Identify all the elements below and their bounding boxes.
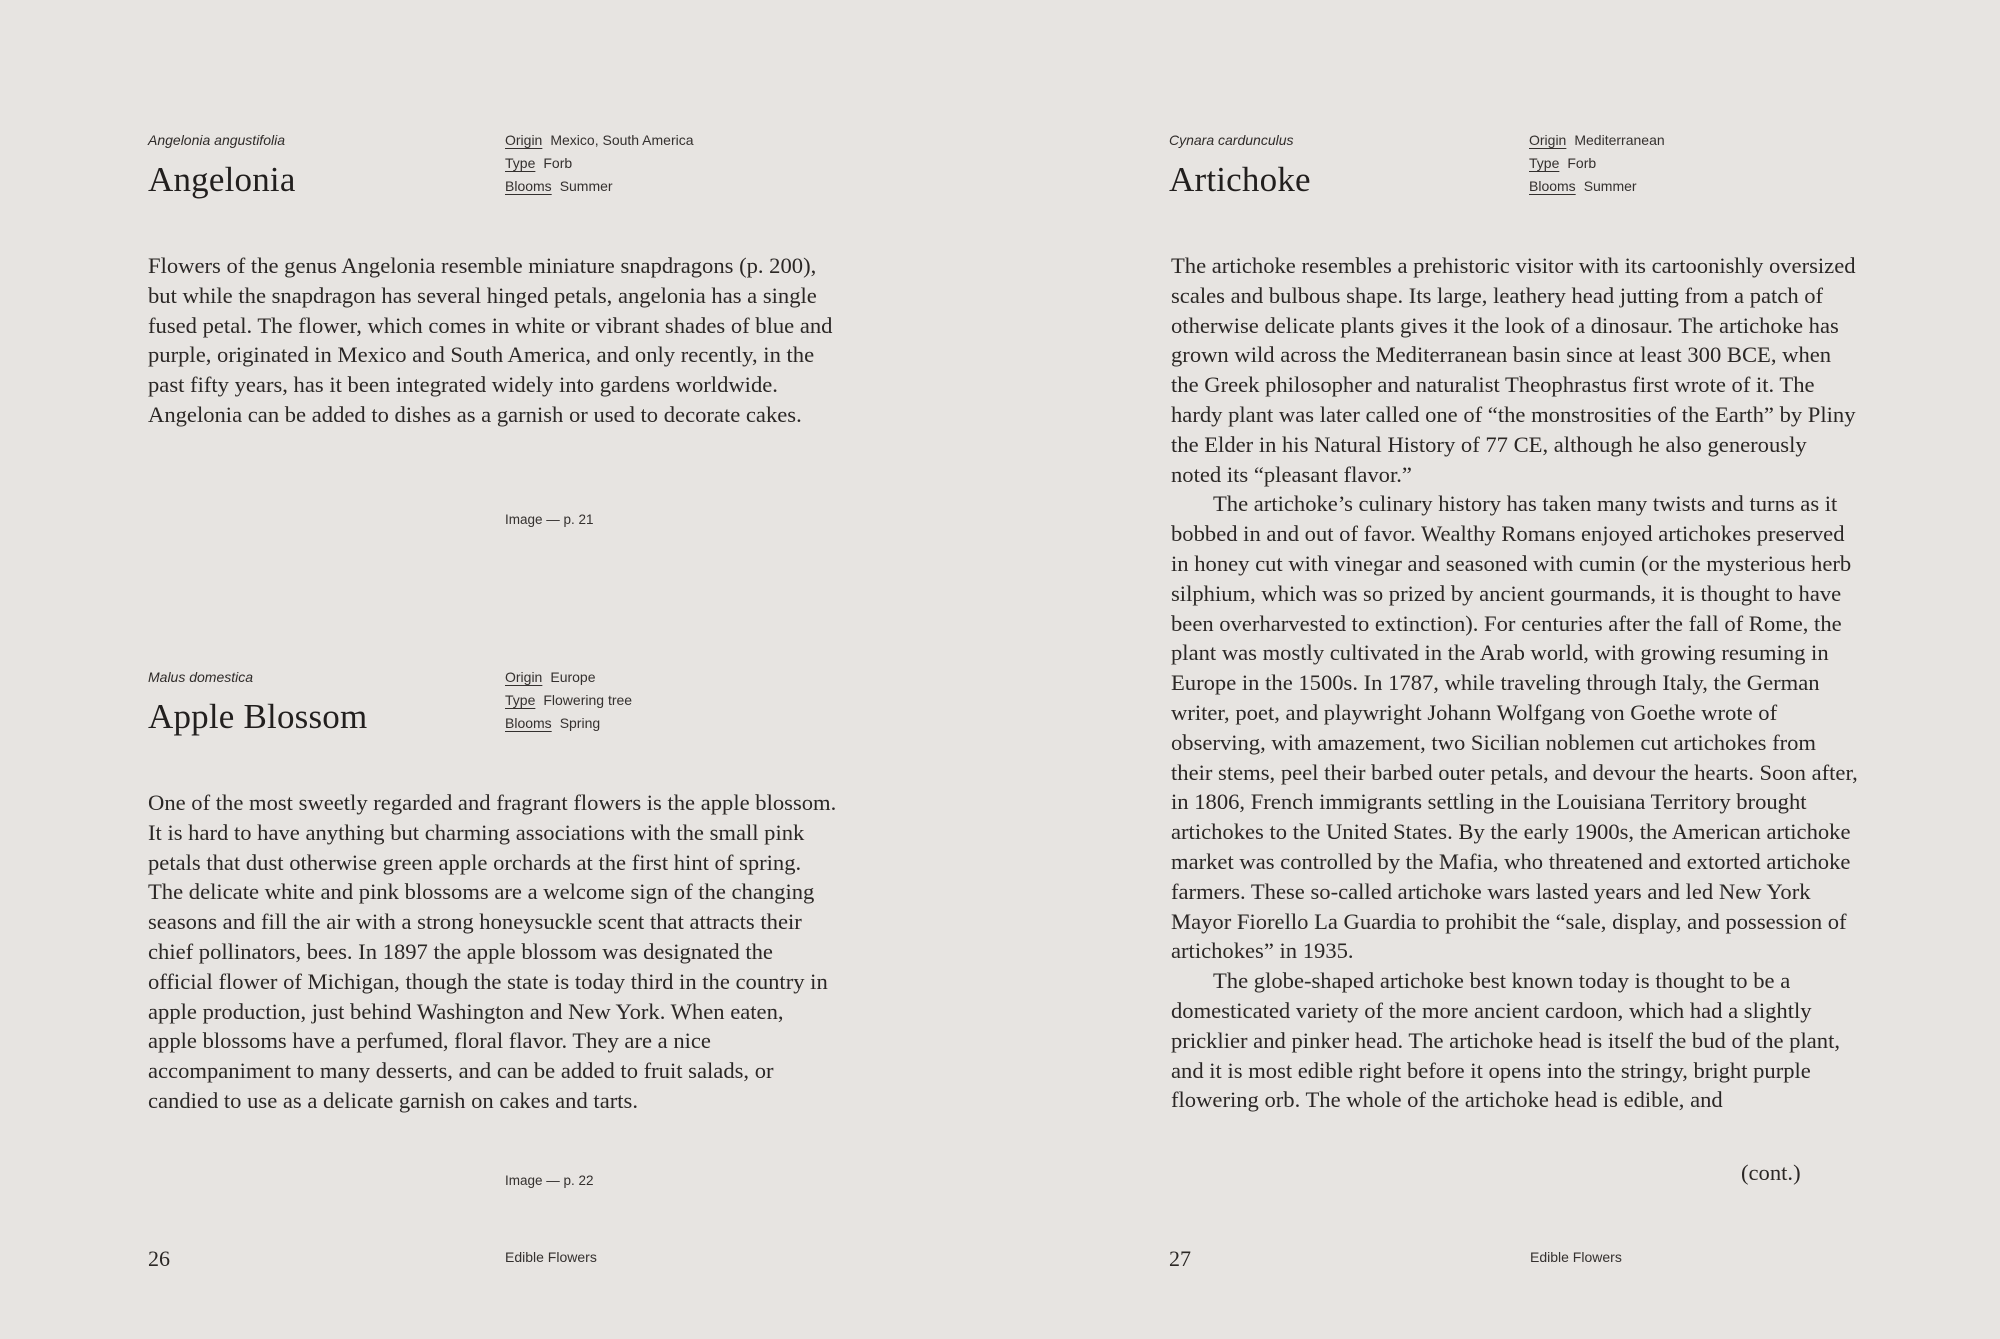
meta-row-type [505,689,632,712]
entry-meta [1529,129,1665,198]
meta-key: Blooms [505,178,552,194]
entry-meta [505,129,694,198]
entry-body [148,788,838,1116]
meta-key: Blooms [1529,178,1576,194]
meta-row-blooms [505,175,694,198]
entry-body [148,251,838,430]
meta-row-type [1529,152,1665,175]
entry-body [1171,251,1861,1115]
body-paragraph: Flowers of the genus Angelonia resemble miniature snapdragons (p. 200), but while the snapdragon has several hinged petals, angelonia has a single fused petal. The flower, which comes in white or vibrant shades of blue and purple, originated in Mexico and South America, and only recently, in the past fifty years, has it been integrated widely into gardens worldwide. Angelonia can be added to dishes as a garnish or used to decorate cakes. [148,253,833,427]
image-reference: Image — p. 22 [505,1173,594,1188]
running-footer: Edible Flowers [1530,1249,1622,1265]
meta-row-origin [505,666,632,689]
right-page [1000,0,2000,1339]
meta-value: Forb [1567,155,1597,171]
meta-key: Origin [505,132,543,148]
meta-row-origin [1529,129,1665,152]
meta-row-origin [505,129,694,152]
entry-title: Artichoke [1169,160,1311,199]
page-number: 26 [148,1246,170,1271]
meta-value: Mexico, South America [550,132,694,148]
entry-title: Angelonia [148,160,296,199]
page-number: 27 [1169,1246,1191,1271]
running-footer: Edible Flowers [505,1249,597,1265]
entry-title: Apple Blossom [148,697,368,736]
meta-key: Type [1529,155,1560,171]
body-paragraph: One of the most sweetly regarded and fragrant flowers is the apple blossom. It is hard to have anything but charming associations with the small pink petals that dust otherwise green apple orchards at the first hint of spring. The delicate white and pink blossoms are a welcome sign of the changing seasons and fill the air with a strong honeysuckle scent that attracts their chief pollinators, bees. In 1897 the apple blossom was designated the official flower of Michigan, though the state is today third in the country in apple production, just behind Washington and New York. When eaten, apple blossoms have a perfumed, floral flavor. They are a nice accompaniment to many desserts, and can be added to fruit salads, or candied to use as a delicate garnish on cakes and tarts. [148,790,837,1113]
meta-value: Mediterranean [1574,132,1665,148]
body-paragraph: The artichoke’s culinary history has taken many twists and turns as it bobbed in and out of favor. Wealthy Romans enjoyed artichokes preserved in honey cut with vinegar and seasoned with cumin (or the mysterious herb silphium, which was so prized by ancient gourmands, it is thought to have been overharvested to extinction). For centuries after the fall of Rome, the plant was mostly cultivated in the Arab world, with growing resuming in Europe in the 1500s. In 1787, while traveling through Italy, the German writer, poet, and playwright Johann Wolfgang von Goethe wrote of observing, with amazement, two Sicilian noblemen cut artichokes from their stems, peel their barbed outer petals, and devour the hearts. Soon after, in 1806, French immigrants settling in the Louisiana Territory brought artichokes to the United States. By the early 1900s, the American artichoke market was controlled by the Mafia, who threatened and extorted artichoke farmers. These so-called artichoke wars lasted years and led New York Mayor Fiorello La Guardia to prohibit the “sale, display, and possession of artichokes” in 1935. [1171,491,1858,964]
meta-key: Origin [505,669,543,685]
meta-key: Blooms [505,715,552,731]
entry-meta [505,666,632,735]
meta-row-type [505,152,694,175]
meta-value: Summer [559,178,613,194]
meta-key: Type [505,692,536,708]
meta-value: Spring [559,715,601,731]
latin-name: Malus domestica [148,669,254,685]
image-reference: Image — p. 21 [505,512,594,527]
body-paragraph: The globe-shaped artichoke best known today is thought to be a domesticated variety of the more ancient cardoon, which had a slightly pricklier and pinker head. The artichoke head is itself the bud of the plant, and it is most edible right before it opens into the stringy, bright purple flowering orb. The whole of the artichoke head is edible, and [1171,968,1841,1113]
meta-key: Type [505,155,536,171]
meta-row-blooms [1529,175,1665,198]
latin-name: Cynara cardunculus [1169,132,1294,148]
body-paragraph: The artichoke resembles a prehistoric visitor with its cartoonishly oversized scales and bulbous shape. Its large, leathery head jutting from a patch of otherwise delicate plants gives it the look of a dinosaur. The artichoke has grown wild across the Mediterranean basin since at least 300 BCE, when the Greek philosopher and naturalist Theophrastus first wrote of it. The hardy plant was later called one of “the monstrosities of the Earth” by Pliny the Elder in his Natural History of 77 CE, although he also generously noted its “pleasant flavor.” [1171,253,1856,487]
meta-row-blooms [505,712,632,735]
meta-key: Origin [1529,132,1567,148]
meta-value: Europe [550,669,596,685]
meta-value: Flowering tree [543,692,633,708]
meta-value: Forb [543,155,573,171]
latin-name: Angelonia angustifolia [148,132,285,148]
continuation-marker: (cont.) [1741,1160,1801,1185]
meta-value: Summer [1583,178,1637,194]
